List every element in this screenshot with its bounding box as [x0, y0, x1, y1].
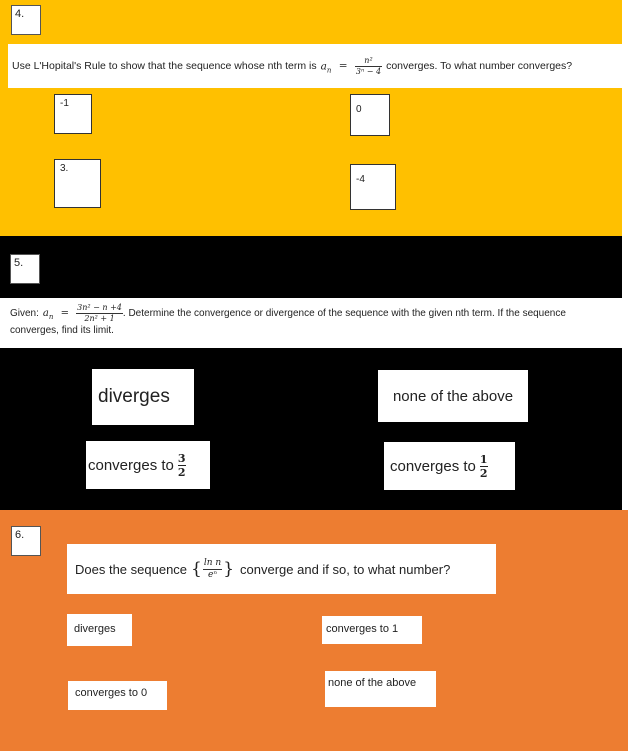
q6-conv1-label: converges to 1 — [326, 623, 399, 635]
q6-choice-converges-0[interactable] — [68, 681, 167, 710]
q5-conv32-label: converges to — [88, 456, 174, 474]
question-4-prompt — [8, 44, 622, 88]
question-4-text-after: converges. To what number converges? — [386, 60, 573, 72]
question-5-formula: $a_n$ = $\frac{\text{3n² − n +4}}{\text{2n² + 1}}$ — [42, 303, 122, 323]
question-6-text-after: converge and if so, to what number? — [240, 561, 451, 577]
q6-conv0-label: converges to 0 — [75, 687, 148, 699]
q5-none-label: none of the above — [392, 387, 514, 405]
q5-choice-none[interactable] — [378, 370, 528, 422]
question-5-given: Given: — [10, 308, 39, 319]
question-5-fraction: $\frac{\text{3n² − n +4}}{\text{2n² + 1}}$ — [77, 303, 122, 323]
q6-choice-diverges[interactable] — [67, 614, 132, 646]
question-5-number: 5. — [10, 254, 40, 284]
q6-right-brace: } — [223, 559, 235, 579]
q6-none-label: none of the above — [328, 677, 417, 689]
q5-fraction-3-2: 3 2 — [177, 451, 186, 479]
question-5-prompt — [0, 298, 622, 348]
q4-choice-minus-1[interactable]: -1 — [54, 94, 92, 134]
q6-diverges-label: diverges — [74, 623, 116, 635]
question-6-number: 6. — [11, 526, 41, 556]
question-4-formula: $a_n$ = $\frac{\text{n²}}{\text{3ⁿ − 4}}$ — [320, 55, 382, 76]
q5-fraction-1-2: 1 2 — [479, 452, 488, 480]
question-4-text-before: Use L'Hopital's Rule to show that the sequence whose nth term is — [12, 60, 317, 72]
question-6-text-before: Does the sequence — [75, 561, 188, 577]
question-4-fraction: $\frac{\text{n²}}{\text{3ⁿ − 4}}$ — [355, 55, 382, 76]
q5-choice-diverges[interactable] — [92, 369, 194, 425]
q4-choice-minus-4[interactable]: -4 — [350, 164, 396, 210]
q6-choice-none[interactable] — [325, 671, 436, 707]
q4-choice-3[interactable]: 3. — [54, 159, 101, 208]
q5-conv12-label: converges to — [390, 457, 476, 475]
question-5-text-after: . Determine the convergence or divergence of the sequence with the given nth term. If the sequence — [122, 308, 566, 319]
q5-choice-converges-3-2[interactable] — [86, 441, 210, 489]
q5-choice-converges-1-2[interactable] — [384, 442, 515, 490]
q6-choice-converges-1[interactable] — [322, 616, 422, 644]
q4-choice-0[interactable]: 0 — [350, 94, 390, 136]
q5-diverges-label: diverges — [98, 386, 170, 407]
question-6-fraction: $\frac{\text{ln n}}{\text{eⁿ}}$ — [203, 557, 222, 580]
question-6-prompt — [67, 544, 496, 594]
question-5-text-line2: converges, find its limit. — [10, 325, 114, 336]
q6-left-brace: { — [191, 559, 202, 579]
question-4-number: 4. — [11, 5, 41, 35]
